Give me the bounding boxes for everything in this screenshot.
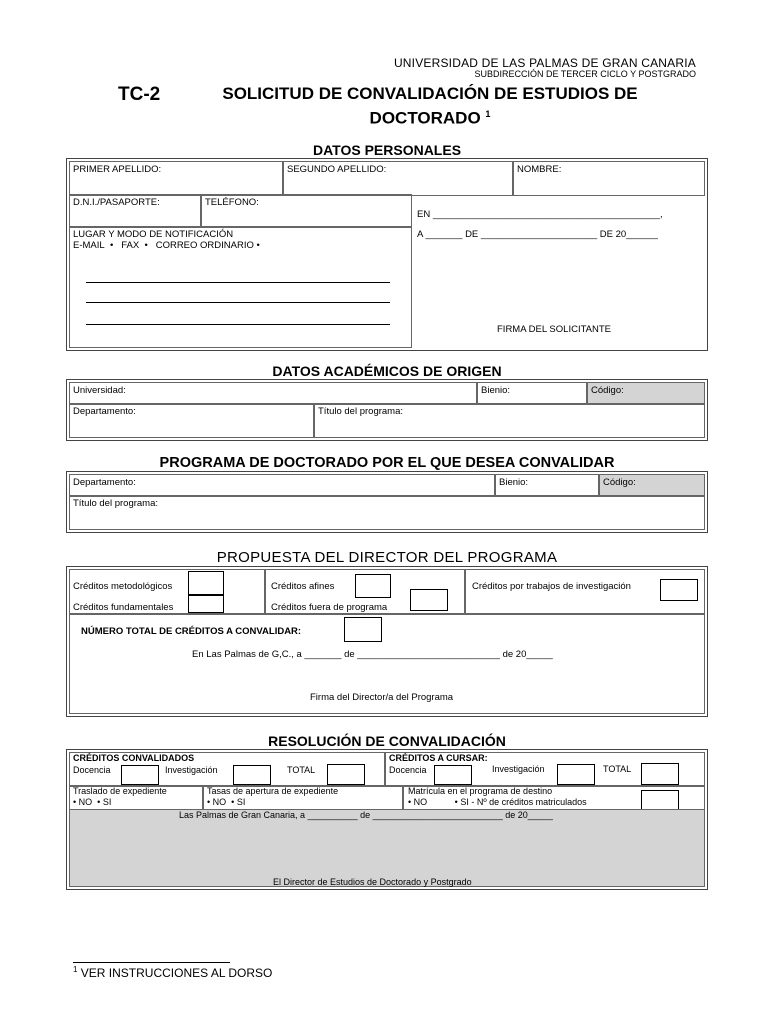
to-take-total-input[interactable] [641,763,679,785]
first-surname-field[interactable]: PRIMER APELLIDO: [69,161,283,196]
resolution-signature-area [69,809,705,887]
personal-data-title: DATOS PERSONALES [312,142,462,158]
enrolled-credits-input[interactable] [641,790,679,810]
bullet-icon: • [144,240,148,251]
origin-university-field[interactable]: Universidad: [69,382,477,405]
resolution-box [66,749,708,890]
phone-field[interactable]: TELÉFONO: [201,194,412,228]
enrollment-options: • NO • SI - Nº de créditos matriculados [408,797,587,807]
email-option[interactable]: E-MAIL [73,240,105,251]
total-credits-label: NÚMERO TOTAL DE CRÉDITOS A CONVALIDAR: [81,626,302,637]
footnote-mark: 1 [73,965,78,974]
research-label: Créditos por trabajos de investigación [472,581,631,592]
target-code-field[interactable]: Código: [599,474,705,497]
origin-program-title-field[interactable]: Título del programa: [314,403,705,438]
to-take-teaching-input[interactable] [434,765,472,785]
to-take-research-input[interactable] [557,764,595,785]
mail-option[interactable]: CORREO ORDINARIO [155,240,254,251]
fees-label: Tasas de apertura de expediente [207,786,339,796]
origin-biennium-field[interactable]: Bienio: [477,382,587,405]
outside-label: Créditos fuera de programa [271,602,388,613]
to-take-total-label: TOTAL [603,764,632,774]
applicant-signature-label: FIRMA DEL SOLICITANTE [497,324,612,335]
form-title [195,84,665,129]
fees-no-option[interactable]: NO [212,797,227,807]
transfer-no-option[interactable]: NO [78,797,93,807]
resolution-title: RESOLUCIÓN DE CONVALIDACIÓN [268,733,506,749]
validated-total-input[interactable] [327,764,365,785]
proposal-title: PROPUESTA DEL DIRECTOR DEL PROGRAMA [216,549,558,566]
name-field[interactable]: NOMBRE: [513,161,705,196]
proposal-date-line[interactable]: En Las Palmas de G,C., a _______ de ___________________________ de 20_____ [192,649,553,660]
place-line[interactable]: EN ___________________________________________, [417,209,663,220]
notification-field [69,226,412,348]
bullet-icon: • [109,240,114,251]
transfer-yes-option[interactable]: SI [102,797,112,807]
target-biennium-field[interactable]: Bienio: [495,474,599,497]
form-title-line1: SOLICITUD DE CONVALIDACIÓN DE ESTUDIOS DE [222,84,638,103]
university-name: UNIVERSIDAD DE LAS PALMAS DE GRAN CANARIA [393,56,696,70]
resolution-signature-label: El Director de Estudios de Doctorado y Postgrado [273,877,472,887]
bullet-icon: • [256,240,260,251]
validated-research-label: Investigación [165,765,218,775]
fees-options: • NO • SI [207,797,246,807]
second-surname-field[interactable]: SEGUNDO APELLIDO: [283,161,513,196]
validated-teaching-input[interactable] [121,765,159,785]
to-take-label: CRÉDITOS A CURSAR: [389,753,488,763]
notification-label: LUGAR Y MODO DE NOTIFICACIÓN [73,229,234,240]
footnote [73,965,272,980]
address-line-3[interactable] [86,324,390,325]
proposal-box [66,566,708,717]
validated-credits-label: CRÉDITOS CONVALIDADOS [73,753,195,763]
personal-data-box [66,158,708,351]
origin-data-box [66,379,708,441]
subdirection-name: SUBDIRECCIÓN DE TERCER CICLO Y POSTGRADO [474,69,696,79]
date-line[interactable]: A _______ DE ______________________ DE 20______ [417,229,658,240]
target-department-field[interactable]: Departamento: [69,474,495,497]
target-program-title-field[interactable]: Título del programa: [69,495,705,530]
enrollment-yes-option[interactable]: SI - Nº de créditos matriculados [460,797,587,807]
transfer-label: Traslado de expediente [73,786,167,796]
research-input[interactable] [660,579,698,601]
title-footnote-mark: 1 [485,109,491,119]
fees-yes-option[interactable]: SI [236,797,246,807]
fundamental-input[interactable] [188,595,224,613]
form-code: TC-2 [118,84,161,105]
fax-option[interactable]: FAX [121,240,140,251]
footnote-divider [73,962,230,963]
notification-options [73,240,408,251]
address-line-2[interactable] [86,302,390,303]
related-input[interactable] [355,574,391,598]
to-take-teaching-label: Docencia [389,765,427,775]
methodological-label: Créditos metodológicos [73,581,173,592]
transfer-options: • NO • SI [73,797,112,807]
fundamental-label: Créditos fundamentales [73,602,174,613]
origin-data-title: DATOS ACADÉMICOS DE ORIGEN [272,363,502,379]
methodological-input[interactable] [188,571,224,595]
total-credits-input[interactable] [344,617,382,642]
outside-input[interactable] [410,589,448,611]
footnote-text: VER INSTRUCCIONES AL DORSO [80,966,273,980]
target-program-box [66,471,708,533]
resolution-date-line[interactable]: Las Palmas de Gran Canaria, a __________ de __________________________ de 20_____ [179,810,553,820]
related-label: Créditos afines [271,581,335,592]
target-program-title: PROGRAMA DE DOCTORADO POR EL QUE DESEA CONVALIDAR [159,455,615,471]
origin-code-field[interactable]: Código: [587,382,705,405]
validated-total-label: TOTAL [287,765,316,775]
director-signature-label: Firma del Director/a del Programa [310,692,454,703]
enrollment-label: Matrícula en el programa de destino [408,786,553,796]
origin-department-field[interactable]: Departamento: [69,403,314,438]
to-take-research-label: Investigación [492,764,545,774]
address-line-1[interactable] [86,282,390,283]
validated-teaching-label: Docencia [73,765,111,775]
dni-field[interactable]: D.N.I./PASAPORTE: [69,194,201,228]
form-title-line2: DOCTORADO $^1$ [369,108,491,128]
enrollment-no-option[interactable]: NO [413,797,428,807]
validated-research-input[interactable] [233,765,271,785]
